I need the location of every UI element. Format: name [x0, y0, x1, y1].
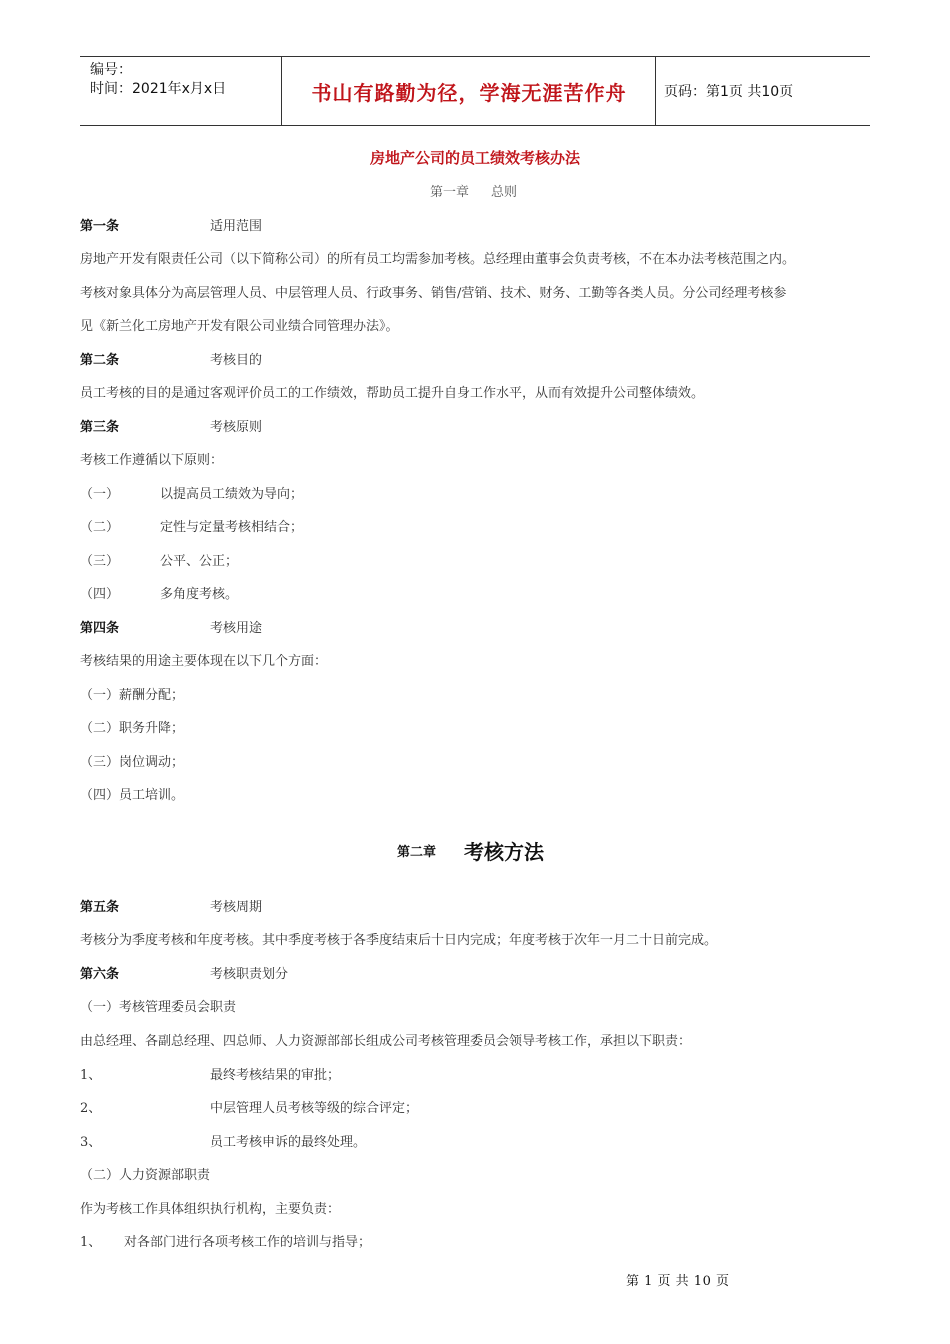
page-footer-number: 第 1 页 共 10 页 [626, 1274, 730, 1289]
article-5-heading [80, 899, 263, 917]
article-6-sub-1-title: （一）考核管理委员会职责 [80, 1000, 237, 1015]
list-item-text: 以提高员工绩效为导向； [160, 487, 304, 502]
article-5-title: 考核周期 [210, 900, 263, 915]
article-2-number: 第二条 [80, 353, 120, 368]
list-item-text: 最终考核结果的审批； [210, 1068, 341, 1083]
article-3-intro: 考核工作遵循以下原则： [80, 453, 224, 468]
article-6-heading [80, 966, 289, 984]
list-item [80, 519, 304, 537]
list-item: （二）职务升降； [80, 721, 185, 736]
article-1-paragraph-1: 房地产开发有限责任公司（以下简称公司）的所有员工均需参加考核。总经理由董事会负责考核，不在本办法考核范围之内。 [80, 252, 796, 267]
chapter-1-label: 第一章 [430, 185, 470, 200]
chapter-2-label: 第二章 [397, 845, 437, 860]
list-item: （四）员工培训。 [80, 788, 185, 803]
article-3-number: 第三条 [80, 420, 120, 435]
list-item-marker: （一） [80, 487, 120, 502]
article-1-heading [80, 218, 263, 236]
list-item-text: 定性与定量考核相结合； [160, 520, 304, 535]
header-motto: 书山有路勤为径，学海无涯苦作舟 [311, 80, 627, 105]
article-5-number: 第五条 [80, 900, 120, 915]
list-item-marker: 3、 [80, 1135, 102, 1150]
article-6-sub-2-title: （二）人力资源部职责 [80, 1168, 211, 1183]
list-item: （一）薪酬分配； [80, 688, 185, 703]
article-1-paragraph-3: 见《新兰化工房地产开发有限公司业绩合同管理办法》。 [80, 319, 399, 334]
list-item [80, 553, 239, 571]
chapter-2-heading [397, 836, 544, 865]
article-1-number: 第一条 [80, 219, 120, 234]
article-1-title: 适用范围 [210, 219, 263, 234]
article-4-title: 考核用途 [210, 621, 263, 636]
article-6-number: 第六条 [80, 967, 120, 982]
header-meta [90, 61, 226, 99]
chapter-2-title: 考核方法 [464, 840, 545, 864]
chapter-1-heading [430, 184, 517, 202]
list-item [80, 1234, 372, 1252]
list-item-text: 员工考核申诉的最终处理。 [210, 1135, 367, 1150]
article-2-title: 考核目的 [210, 353, 263, 368]
list-item-text: 中层管理人员考核等级的综合评定； [210, 1101, 419, 1116]
list-item [80, 586, 239, 604]
list-item-marker: （四） [80, 587, 120, 602]
list-item-text: 公平、公正； [160, 554, 239, 569]
article-3-heading [80, 419, 263, 437]
chapter-1-title: 总则 [491, 185, 518, 200]
list-item [80, 486, 304, 504]
list-item-marker: 1、 [80, 1068, 102, 1083]
serial-number-label: 编号： [90, 62, 132, 78]
list-item-text: 多角度考核。 [160, 587, 239, 602]
list-item-marker: （二） [80, 520, 120, 535]
page-header [80, 56, 870, 126]
list-item-marker: 1、 [80, 1235, 102, 1250]
article-2-heading [80, 352, 263, 370]
list-item [80, 1067, 341, 1085]
list-item: （三）岗位调动； [80, 755, 185, 770]
date-label: 时间：2021年x月x日 [90, 81, 227, 97]
article-4-intro: 考核结果的用途主要体现在以下几个方面： [80, 654, 328, 669]
article-6-sub-2-intro: 作为考核工作具体组织执行机构，主要负责： [80, 1202, 341, 1217]
list-item-marker: （三） [80, 554, 120, 569]
list-item [80, 1134, 367, 1152]
header-page-number: 页码：第1页 共10页 [664, 84, 794, 100]
article-4-number: 第四条 [80, 621, 120, 636]
article-1-paragraph-2: 考核对象具体分为高层管理人员、中层管理人员、行政事务、销售/营销、技术、财务、工勤等各类人员。分公司经理考核参 [80, 286, 787, 301]
article-2-paragraph-1: 员工考核的目的是通过客观评价员工的工作绩效，帮助员工提升自身工作水平，从而有效提升公司整体绩效。 [80, 386, 705, 401]
list-item-text: 对各部门进行各项考核工作的培训与指导； [124, 1235, 372, 1250]
article-3-title: 考核原则 [210, 420, 263, 435]
article-6-sub-1-intro: 由总经理、各副总经理、四总师、人力资源部部长组成公司考核管理委员会领导考核工作，承担以下职责： [80, 1034, 692, 1049]
article-5-paragraph-1: 考核分为季度考核和年度考核。其中季度考核于各季度结束后十日内完成；年度考核于次年一月二十日前完成。 [80, 933, 718, 948]
document-title: 房地产公司的员工绩效考核办法 [369, 149, 580, 167]
article-6-title: 考核职责划分 [210, 967, 289, 982]
list-item-marker: 2、 [80, 1101, 102, 1116]
list-item [80, 1100, 419, 1118]
header-divider-right [655, 57, 656, 125]
article-4-heading [80, 620, 263, 638]
